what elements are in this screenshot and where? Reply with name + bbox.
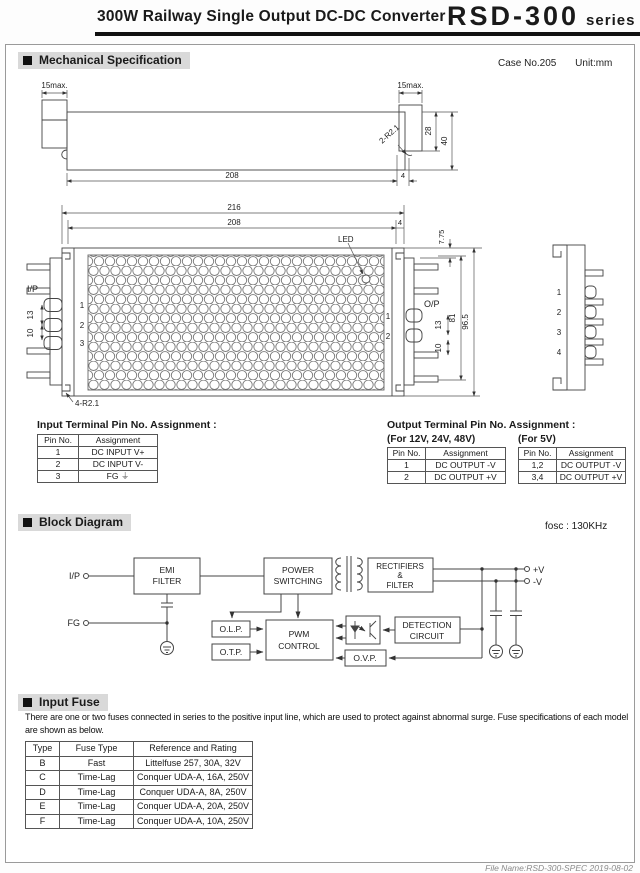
- table-row: [38, 447, 158, 459]
- ground-symbol: [510, 645, 523, 658]
- emi-filter-label: EMI: [159, 565, 175, 575]
- detection-circuit-label: DETECTION: [402, 620, 452, 630]
- type-cell: F: [26, 814, 60, 829]
- side-view-labels: [41, 81, 449, 180]
- rating-cell: Conquer UDA-A, 16A, 250V: [134, 771, 253, 786]
- output-terminal-table-5v: [518, 447, 626, 484]
- type-cell: E: [26, 800, 60, 815]
- dim-label: 216: [227, 203, 241, 212]
- pin-no-cell: 1,2: [519, 460, 557, 472]
- output-group-5v: [518, 434, 626, 484]
- fuse-type-cell: Time-Lag: [60, 800, 134, 815]
- pin-no-cell: 2: [38, 459, 79, 471]
- table-row: [26, 814, 253, 829]
- type-cell: C: [26, 771, 60, 786]
- page-title: 300W Railway Single Output DC-DC Converter: [97, 8, 446, 25]
- pwm-control-label: CONTROL: [278, 641, 320, 651]
- pin-number: 2: [556, 308, 562, 317]
- table-header-row: [388, 448, 506, 460]
- table-row: [38, 459, 158, 471]
- ovp-label: O.V.P.: [353, 653, 377, 663]
- pin-no-cell: 1: [38, 447, 79, 459]
- series-name: RSD-300: [447, 1, 580, 31]
- fg-terminal-label: FG: [67, 618, 80, 628]
- table-header-row: [519, 448, 626, 460]
- block-diagram-section-title: Block Diagram: [39, 515, 124, 529]
- footer-file-name: File Name:RSD-300-SPEC 2019-08-02: [485, 863, 633, 873]
- pin-number: 3: [79, 339, 85, 348]
- unit-label: Unit:mm: [575, 58, 613, 69]
- assignment-cell: DC OUTPUT -V: [426, 460, 506, 472]
- pin-number: 3: [556, 328, 562, 337]
- dim-label: 81: [448, 313, 457, 323]
- pin-number: 1: [385, 312, 391, 321]
- block-diagram-labels: [68, 562, 545, 663]
- ground-symbol: [490, 645, 503, 658]
- radius-note: 4-R2.1: [75, 399, 100, 408]
- table-header-row: [38, 435, 158, 447]
- rectifiers-label: FILTER: [386, 581, 414, 590]
- assignment-cell: DC INPUT V-: [79, 459, 158, 471]
- rating-cell: Conquer UDA-A, 20A, 250V: [134, 800, 253, 815]
- table-row: [388, 472, 506, 484]
- output-side-label: O/P: [424, 299, 440, 309]
- otp-label: O.T.P.: [219, 647, 243, 657]
- radius-note: 2-R2.1: [377, 122, 402, 146]
- dim-label: 4: [397, 218, 403, 227]
- dim-label: 15max.: [397, 81, 424, 90]
- fuse-table: [25, 741, 253, 829]
- table-header-row: [26, 742, 253, 757]
- pin-number: 2: [385, 332, 391, 341]
- fosc-label: fosc : 130KHz: [545, 521, 608, 532]
- pin-no-cell: 3,4: [519, 472, 557, 484]
- emi-filter-label: FILTER: [152, 576, 182, 586]
- input-terminal-label: I/P: [68, 571, 80, 581]
- power-switching-label: POWER: [281, 565, 315, 575]
- ground-symbol: [161, 642, 174, 655]
- table-row: [26, 771, 253, 786]
- negative-output-label: -V: [533, 577, 542, 587]
- pwm-control-label: PWM: [288, 629, 310, 639]
- input-fuse-section-title: Input Fuse: [39, 695, 100, 709]
- rating-cell: Conquer UDA-A, 10A, 250V: [134, 814, 253, 829]
- dim-label: 40: [440, 136, 449, 146]
- column-header: Assignment: [557, 448, 626, 460]
- pin-number: 1: [79, 301, 85, 310]
- dim-label: 10: [434, 343, 443, 353]
- dim-label: 96.5: [461, 314, 470, 330]
- type-cell: D: [26, 785, 60, 800]
- power-switching-label: SWITCHING: [273, 576, 323, 586]
- fuse-type-cell: Time-Lag: [60, 785, 134, 800]
- dim-label: 13: [434, 320, 443, 330]
- mechanical-section-title: Mechanical Specification: [39, 53, 182, 67]
- end-view-drawing: [553, 245, 603, 390]
- type-cell: B: [26, 756, 60, 771]
- column-header: Pin No.: [38, 435, 79, 447]
- rectifiers-label: &: [397, 571, 403, 580]
- olp-label: O.L.P.: [219, 624, 243, 634]
- series-suffix: series: [586, 12, 636, 29]
- assignment-cell: DC OUTPUT +V: [426, 472, 506, 484]
- positive-output-label: +V: [533, 565, 545, 575]
- fuse-description: There are one or two fuses connected in series to the positive input line, which are used to protect against abnormal surge. Fuse specifications of each model are shown as below.: [25, 712, 629, 735]
- pin-no-cell: 3: [38, 471, 79, 483]
- table-row: [388, 460, 506, 472]
- output-group-label: (For 12V, 24V, 48V): [387, 434, 476, 445]
- dim-label: 4: [400, 171, 406, 180]
- dim-label: 28: [424, 126, 433, 136]
- input-terminal-table: [37, 434, 158, 483]
- pin-number: 2: [79, 321, 85, 330]
- input-side-label: I/P: [27, 284, 39, 294]
- assignment-cell: DC INPUT V+: [79, 447, 158, 459]
- rating-cell: Littelfuse 257, 30A, 32V: [134, 756, 253, 771]
- pin-number: 4: [556, 348, 562, 357]
- column-header: Fuse Type: [60, 742, 134, 757]
- column-header: Reference and Rating: [134, 742, 253, 757]
- column-header: Pin No.: [519, 448, 557, 460]
- output-terminal-section: [387, 419, 626, 484]
- case-number: Case No.205: [498, 58, 557, 69]
- dim-label: 13: [26, 310, 35, 320]
- assignment-cell: FG ⏚: [79, 471, 158, 483]
- fuse-table-wrap: [25, 741, 253, 829]
- led-label: LED: [338, 235, 354, 244]
- fuse-type-cell: Time-Lag: [60, 814, 134, 829]
- rating-cell: Conquer UDA-A, 8A, 250V: [134, 785, 253, 800]
- table-row: [519, 472, 626, 484]
- table-row: [26, 800, 253, 815]
- column-header: Assignment: [426, 448, 506, 460]
- dim-label: 10: [26, 328, 35, 338]
- column-header: Pin No.: [388, 448, 426, 460]
- fuse-type-cell: Fast: [60, 756, 134, 771]
- table-row: [26, 756, 253, 771]
- dim-label: 7.75: [437, 229, 446, 245]
- pin-number: 1: [556, 288, 562, 297]
- dim-label: 208: [227, 218, 241, 227]
- table-row: [26, 785, 253, 800]
- output-terminal-table-12v: [387, 447, 506, 484]
- table-row: [519, 460, 626, 472]
- dim-label: 208: [225, 171, 239, 180]
- input-table-title: Input Terminal Pin No. Assignment :: [37, 419, 217, 431]
- side-view-drawing: [42, 90, 458, 186]
- rectifiers-label: RECTIFIERS: [376, 562, 424, 571]
- input-terminal-section: [37, 419, 217, 483]
- top-view-drawing: [27, 205, 482, 402]
- end-view-labels: [557, 288, 562, 357]
- fuse-type-cell: Time-Lag: [60, 771, 134, 786]
- assignment-cell: DC OUTPUT +V: [557, 472, 626, 484]
- pin-no-cell: 2: [388, 472, 426, 484]
- column-header: Assignment: [79, 435, 158, 447]
- assignment-cell: DC OUTPUT -V: [557, 460, 626, 472]
- pin-no-cell: 1: [388, 460, 426, 472]
- table-row: [38, 471, 158, 483]
- output-group-12v: [387, 434, 506, 484]
- output-group-label: (For 5V): [518, 434, 556, 445]
- dim-label: 15max.: [41, 81, 68, 90]
- detection-circuit-label: CIRCUIT: [409, 631, 445, 641]
- output-table-title: Output Terminal Pin No. Assignment :: [387, 419, 576, 431]
- column-header: Type: [26, 742, 60, 757]
